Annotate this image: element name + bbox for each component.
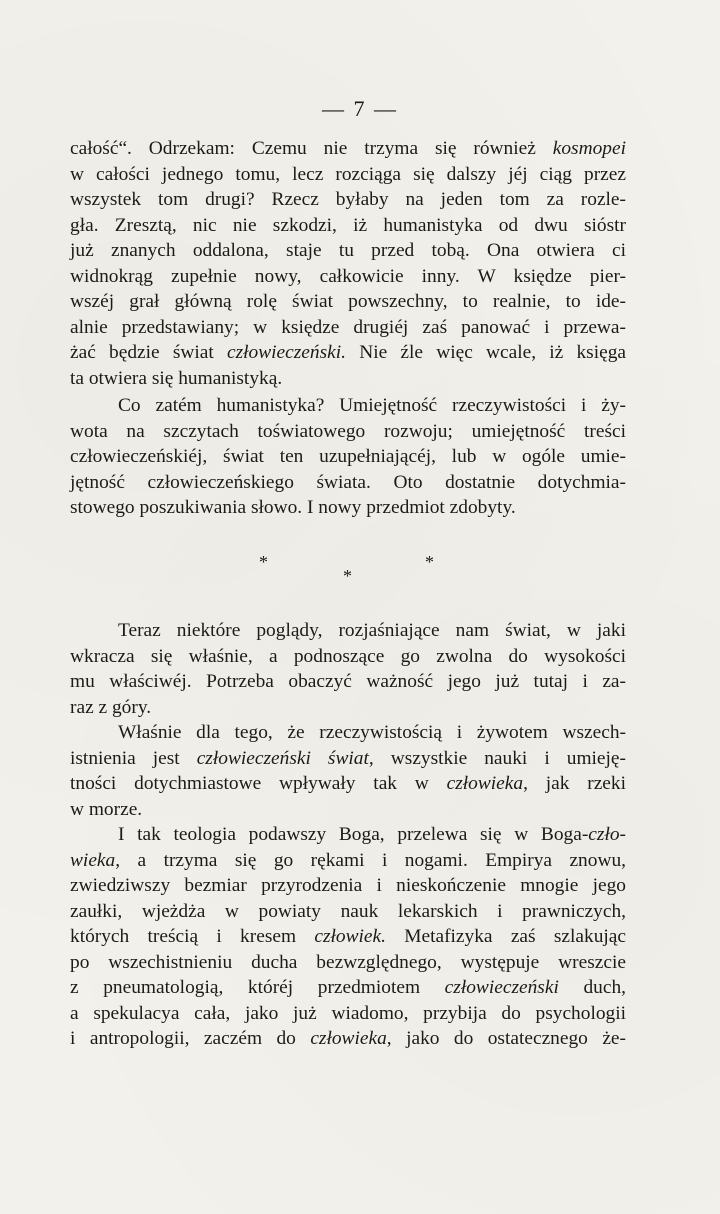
- text-line: zaułki, wjeżdża w powiaty nauk lekarskich i prawniczych,: [70, 900, 626, 922]
- text-line: istnienia jest człowieczeński świat, wszystkie nauki i umieję-: [70, 747, 626, 769]
- text-line: wszystek tom drugi? Rzecz byłaby na jeden tom za rozle-: [70, 189, 626, 210]
- text-line: I tak teologia podawszy Boga, przelewa się w Boga-czło-: [118, 824, 626, 845]
- paragraph-continuation: [70, 136, 626, 391]
- text-line: zwiedziwszy bezmiar przyrodzenia i nieskończenie mnogie jego: [70, 875, 626, 896]
- text-line: alnie przedstawiany; w księdze drugiéj zaś panować i przewa-: [70, 316, 626, 338]
- text-line: ta otwiera się humanistyką.: [70, 367, 283, 389]
- paragraph-humanistyka: [70, 393, 626, 521]
- section-separator: [0, 552, 720, 592]
- text-line: Teraz niektóre poglądy, rozjaśniające nam świat, w jaki: [118, 620, 626, 641]
- text-line: i antropologii, zaczém do człowieka, jako do ostatecznego że-: [70, 1028, 626, 1049]
- text-line: a spekulacya cała, jako już wiadomo, przybija do psychologii: [70, 1002, 626, 1024]
- text-line: w morze.: [70, 798, 143, 820]
- asterisk-center: *: [343, 566, 352, 586]
- text-line: gła. Zresztą, nic nie szkodzi, iż humanistyka od dwu sióstr: [70, 214, 626, 236]
- paragraph-wlasnie: [70, 720, 626, 822]
- text-line: już znanych oddalona, staje tu przed tobą. Ona otwiera ci: [70, 240, 626, 261]
- text-line: wieka, a trzyma się go rękami i nogami. Empirya znowu,: [70, 849, 626, 871]
- text-line: wota na szczytach toświatowego rozwoju; umiejętność treści: [70, 420, 626, 442]
- text-line: wkracza się właśnie, a podnoszące go zwolna do wysokości: [70, 645, 626, 667]
- text-line: mu właściwéj. Potrzeba obaczyć ważność jego już tutaj i za-: [70, 671, 626, 692]
- text-line: w całości jednego tomu, lecz rozciąga się dalszy jéj ciąg przez: [70, 163, 626, 185]
- text-line: raz z góry.: [70, 696, 152, 718]
- text-line: z pneumatologią, któréj przedmiotem człowieczeński duch,: [70, 977, 626, 998]
- asterisk-left: *: [259, 552, 268, 572]
- asterisk-right: *: [425, 552, 434, 572]
- text-line: człowieczeńskiéj, świat ten uzupełniającéj, lub w ogóle umie-: [70, 446, 626, 467]
- text-line: jętność człowieczeńskiego świata. Oto dostatnie dotychmia-: [70, 471, 626, 493]
- text-line: widnokrąg zupełnie nowy, całkowicie inny. W księdze pier-: [70, 265, 626, 287]
- text-line: tności dotychmiastowe wpływały tak w człowieka, jak rzeki: [70, 773, 626, 794]
- text-line: całość“. Odrzekam: Czemu nie trzyma się również kosmopei: [70, 138, 626, 159]
- text-line: wszéj grał główną rolę świat powszechny, to realnie, to ide-: [70, 291, 626, 312]
- text-line: stowego poszukiwania słowo. I nowy przedmiot zdobyty.: [70, 497, 516, 518]
- page-number: — 7 —: [322, 96, 398, 121]
- text-line: Właśnie dla tego, że rzeczywistością i żywotem wszech-: [118, 722, 626, 743]
- text-line: żać będzie świat człowieczeński. Nie źle więc wcale, iż księga: [70, 342, 626, 363]
- text-line: po wszechistnieniu ducha bezwzględnego, występuje wreszcie: [70, 951, 626, 973]
- text-line: Co zatém humanistyka? Umiejętność rzeczywistości i ży-: [118, 395, 626, 416]
- text-line: których treścią i kresem człowiek. Metafizyka zaś szlakując: [70, 926, 626, 947]
- paragraph-teologia: [70, 822, 626, 1052]
- paragraph-poglady: [70, 618, 626, 720]
